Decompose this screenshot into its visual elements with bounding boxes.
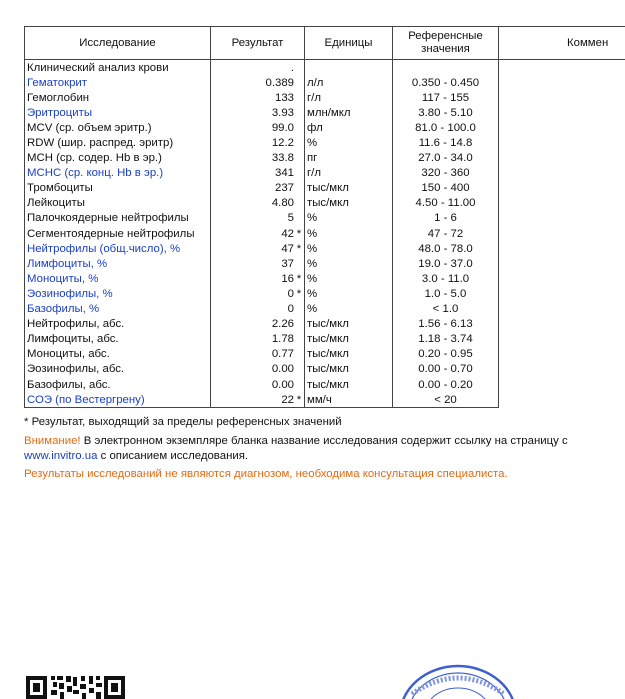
comment-cell (499, 226, 625, 241)
reference-cell: 19.0 - 37.0 (393, 256, 499, 271)
unit-cell: тыс/мкл (305, 332, 393, 347)
result-value: 22 (281, 393, 294, 406)
table-row (25, 241, 625, 256)
results-table (24, 26, 625, 408)
out-of-range-flag: * (296, 227, 302, 240)
comment-cell (499, 362, 625, 377)
result-cell (211, 241, 305, 256)
invitro-link[interactable]: www.invitro.ua (24, 450, 98, 462)
test-name[interactable]: MCHC (ср. конц. Hb в эр.) (25, 166, 211, 181)
test-name: Моноциты, абс. (25, 347, 211, 362)
out-of-range-flag: * (296, 393, 302, 406)
table-row (25, 271, 625, 286)
unit-cell: пг (305, 151, 393, 166)
table-row (25, 105, 625, 120)
result-cell (211, 135, 305, 150)
result-value: 1.78 (271, 333, 294, 346)
result-value: 237 (274, 182, 294, 195)
table-row (25, 302, 625, 317)
result-value: 0 (287, 303, 294, 316)
notice-text: В электронном экземпляре бланка название исследования содержит ссылку на страницу с (80, 435, 568, 447)
result-cell (211, 392, 305, 408)
result-value: 0.00 (271, 363, 294, 376)
result-value: 0.00 (271, 378, 294, 391)
test-name: MCH (ср. содер. Hb в эр.) (25, 151, 211, 166)
notice-warning-label: Внимание! (24, 435, 81, 447)
result-value: 0 (287, 287, 294, 300)
unit-cell: тыс/мкл (305, 362, 393, 377)
table-row (25, 75, 625, 90)
table-row (25, 181, 625, 196)
test-name: Эозинофилы, абс. (25, 362, 211, 377)
stamp-seal-icon (398, 664, 518, 699)
reference-cell: 117 - 155 (393, 90, 499, 105)
test-name: Базофилы, абс. (25, 377, 211, 392)
test-name: Нейтрофилы, абс. (25, 317, 211, 332)
test-name: Тромбоциты (25, 181, 211, 196)
result-cell (211, 362, 305, 377)
result-cell (211, 377, 305, 392)
result-cell (211, 75, 305, 90)
table-row (25, 166, 625, 181)
notice-text2: с описанием исследования. (97, 450, 249, 462)
result-cell (211, 317, 305, 332)
result-value: 341 (274, 167, 294, 180)
result-value: 5 (287, 212, 294, 225)
table-row (25, 151, 625, 166)
reference-cell: 1.18 - 3.74 (393, 332, 499, 347)
header-reference (393, 27, 499, 60)
table-row (25, 211, 625, 226)
result-cell (211, 181, 305, 196)
comment-cell (499, 75, 625, 90)
unit-cell: фл (305, 120, 393, 135)
test-name[interactable]: СОЭ (по Вестергрену) (25, 392, 211, 408)
result-value: 12.2 (271, 137, 294, 150)
header-reference-line1: Референсные (408, 30, 483, 42)
result-cell (211, 90, 305, 105)
table-row (25, 120, 625, 135)
unit-cell (305, 60, 393, 76)
reference-cell: 81.0 - 100.0 (393, 120, 499, 135)
comment-cell (499, 256, 625, 271)
table-row (25, 135, 625, 150)
test-name[interactable]: Моноциты, % (25, 271, 211, 286)
result-value: 42 (281, 227, 294, 240)
result-cell (211, 211, 305, 226)
result-value: . (290, 61, 294, 74)
comment-cell (499, 347, 625, 362)
result-value: 3.93 (271, 106, 294, 119)
unit-cell: % (305, 135, 393, 150)
reference-cell: < 1.0 (393, 302, 499, 317)
comment-cell (499, 271, 625, 286)
comment-cell (499, 120, 625, 135)
header-test: Исследование (25, 27, 211, 60)
reference-cell: 3.80 - 5.10 (393, 105, 499, 120)
comment-cell (499, 60, 625, 76)
header-reference-line2: значения (421, 43, 470, 55)
qr-code-icon (26, 674, 126, 699)
table-row (25, 226, 625, 241)
unit-cell: % (305, 302, 393, 317)
test-name[interactable]: Базофилы, % (25, 302, 211, 317)
result-value: 47 (281, 242, 294, 255)
result-cell (211, 226, 305, 241)
test-name[interactable]: Гематокрит (25, 75, 211, 90)
test-name: Сегментоядерные нейтрофилы (25, 226, 211, 241)
result-cell (211, 166, 305, 181)
result-cell (211, 60, 305, 76)
result-cell (211, 332, 305, 347)
reference-cell: < 20 (393, 392, 499, 408)
result-value: 0.77 (271, 348, 294, 361)
unit-cell: % (305, 271, 393, 286)
comment-cell (499, 135, 625, 150)
result-value: 133 (274, 91, 294, 104)
comment-cell (499, 392, 625, 408)
reference-cell: 0.00 - 0.20 (393, 377, 499, 392)
test-name[interactable]: Лимфоциты, % (25, 256, 211, 271)
result-cell (211, 256, 305, 271)
comment-cell (499, 317, 625, 332)
comment-cell (499, 105, 625, 120)
result-cell (211, 347, 305, 362)
comment-cell (499, 211, 625, 226)
test-name: Палочкоядерные нейтрофилы (25, 211, 211, 226)
table-row (25, 347, 625, 362)
header-comment: Коммен (499, 27, 625, 60)
result-cell (211, 302, 305, 317)
disclaimer: Результаты исследований не являются диагнозом, необходима консультация специалиста. (24, 468, 508, 480)
comment-cell (499, 302, 625, 317)
result-value: 16 (281, 272, 294, 285)
test-name: MCV (ср. объем эритр.) (25, 120, 211, 135)
table-header-row (25, 27, 625, 60)
unit-cell: % (305, 286, 393, 301)
unit-cell: тыс/мкл (305, 347, 393, 362)
test-name: Лимфоциты, абс. (25, 332, 211, 347)
reference-cell: 150 - 400 (393, 181, 499, 196)
table-row (25, 286, 625, 301)
table-row (25, 256, 625, 271)
test-name: Лейкоциты (25, 196, 211, 211)
test-name[interactable]: Эритроциты (25, 105, 211, 120)
out-of-range-flag: * (296, 287, 302, 300)
notice (24, 434, 568, 464)
header-result: Результат (211, 27, 305, 60)
reference-cell: 0.20 - 0.95 (393, 347, 499, 362)
reference-cell: 1.0 - 5.0 (393, 286, 499, 301)
reference-cell: 4.50 - 11.00 (393, 196, 499, 211)
table-row (25, 392, 625, 408)
result-value: 4.80 (271, 197, 294, 210)
result-cell (211, 105, 305, 120)
comment-cell (499, 181, 625, 196)
result-value: 37 (281, 257, 294, 270)
test-name[interactable]: Эозинофилы, % (25, 286, 211, 301)
footnote: * Результат, выходящий за пределы референсных значений (24, 416, 342, 428)
reference-cell: 0.350 - 0.450 (393, 75, 499, 90)
result-cell (211, 196, 305, 211)
result-value: 0.389 (265, 76, 294, 89)
comment-cell (499, 166, 625, 181)
table-row (25, 90, 625, 105)
reference-cell: 3.0 - 11.0 (393, 271, 499, 286)
reference-cell: 27.0 - 34.0 (393, 151, 499, 166)
out-of-range-flag: * (296, 242, 302, 255)
reference-cell: 0.00 - 0.70 (393, 362, 499, 377)
table-row (25, 377, 625, 392)
reference-cell: 11.6 - 14.8 (393, 135, 499, 150)
test-name: Клинический анализ крови (25, 60, 211, 76)
unit-cell: % (305, 241, 393, 256)
result-cell (211, 151, 305, 166)
result-value: 99.0 (271, 121, 294, 134)
unit-cell: % (305, 226, 393, 241)
reference-cell: 1.56 - 6.13 (393, 317, 499, 332)
table-row (25, 196, 625, 211)
unit-cell: тыс/мкл (305, 196, 393, 211)
unit-cell: тыс/мкл (305, 181, 393, 196)
result-cell (211, 120, 305, 135)
result-value: 33.8 (271, 152, 294, 165)
unit-cell: мм/ч (305, 392, 393, 408)
unit-cell: тыс/мкл (305, 317, 393, 332)
result-cell (211, 286, 305, 301)
unit-cell: г/л (305, 166, 393, 181)
comment-cell (499, 196, 625, 211)
unit-cell: тыс/мкл (305, 377, 393, 392)
reference-cell: 1 - 6 (393, 211, 499, 226)
comment-cell (499, 90, 625, 105)
unit-cell: л/л (305, 75, 393, 90)
reference-cell (393, 60, 499, 76)
result-value: 2.26 (271, 318, 294, 331)
unit-cell: % (305, 211, 393, 226)
comment-cell (499, 241, 625, 256)
reference-cell: 47 - 72 (393, 226, 499, 241)
header-units: Единицы (305, 27, 393, 60)
test-name: Гемоглобин (25, 90, 211, 105)
table-row (25, 362, 625, 377)
comment-cell (499, 377, 625, 392)
test-name: RDW (шир. распред. эритр) (25, 135, 211, 150)
unit-cell: % (305, 256, 393, 271)
reference-cell: 48.0 - 78.0 (393, 241, 499, 256)
reference-cell: 320 - 360 (393, 166, 499, 181)
comment-cell (499, 332, 625, 347)
table-row (25, 332, 625, 347)
table-row (25, 317, 625, 332)
unit-cell: г/л (305, 90, 393, 105)
out-of-range-flag: * (296, 272, 302, 285)
table-row (25, 60, 625, 76)
unit-cell: млн/мкл (305, 105, 393, 120)
comment-cell (499, 151, 625, 166)
comment-cell (499, 286, 625, 301)
test-name[interactable]: Нейтрофилы (общ.число), % (25, 241, 211, 256)
result-cell (211, 271, 305, 286)
